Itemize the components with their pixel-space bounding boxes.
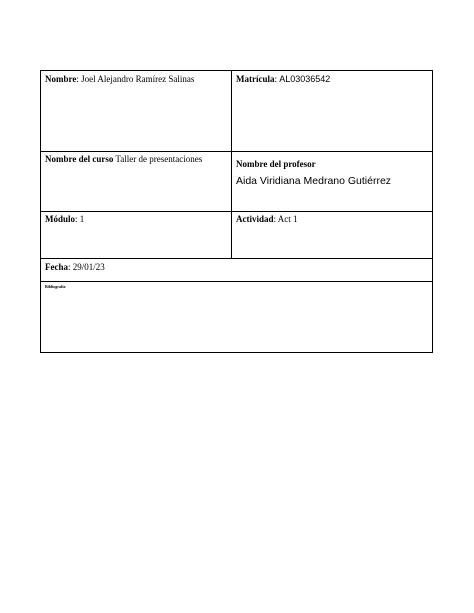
modulo-cell xyxy=(45,214,84,225)
separator: : xyxy=(273,214,278,224)
separator: : xyxy=(76,74,82,84)
separator: : xyxy=(68,262,73,272)
row-divider-2 xyxy=(41,211,432,212)
row-divider-3 xyxy=(41,258,432,259)
fecha-cell xyxy=(45,262,105,273)
curso-value: Taller de presentaciones xyxy=(115,154,203,164)
fecha-label: Fecha xyxy=(45,262,68,272)
fecha-value: 29/01/23 xyxy=(72,262,105,272)
profesor-label: Nombre del profesor xyxy=(236,159,316,169)
nombre-label: Nombre xyxy=(45,74,77,84)
row-divider-1 xyxy=(41,151,432,152)
profesor-label-cell xyxy=(236,159,316,170)
row-divider-4 xyxy=(41,281,432,282)
modulo-label: Módulo xyxy=(45,214,76,224)
matricula-value: AL03036542 xyxy=(279,74,331,84)
column-divider xyxy=(231,71,232,258)
nombre-cell xyxy=(45,74,194,85)
curso-label: Nombre del curso xyxy=(45,154,114,164)
matricula-label: Matrícula xyxy=(236,74,275,84)
nombre-value: Joel Alejandro Ramírez Salinas xyxy=(81,74,195,84)
modulo-value: 1 xyxy=(79,214,85,224)
actividad-cell xyxy=(236,214,298,225)
cover-form-table xyxy=(40,70,433,353)
profesor-value: Aida Viridiana Medrano Gutiérrez xyxy=(236,175,392,187)
actividad-label: Actividad xyxy=(236,214,274,224)
matricula-cell xyxy=(236,74,330,85)
curso-cell xyxy=(45,154,202,165)
separator: : xyxy=(274,74,280,84)
separator: : xyxy=(75,214,80,224)
bibliografia-label: Bibliografía xyxy=(45,284,66,289)
actividad-value: Act 1 xyxy=(277,214,298,224)
